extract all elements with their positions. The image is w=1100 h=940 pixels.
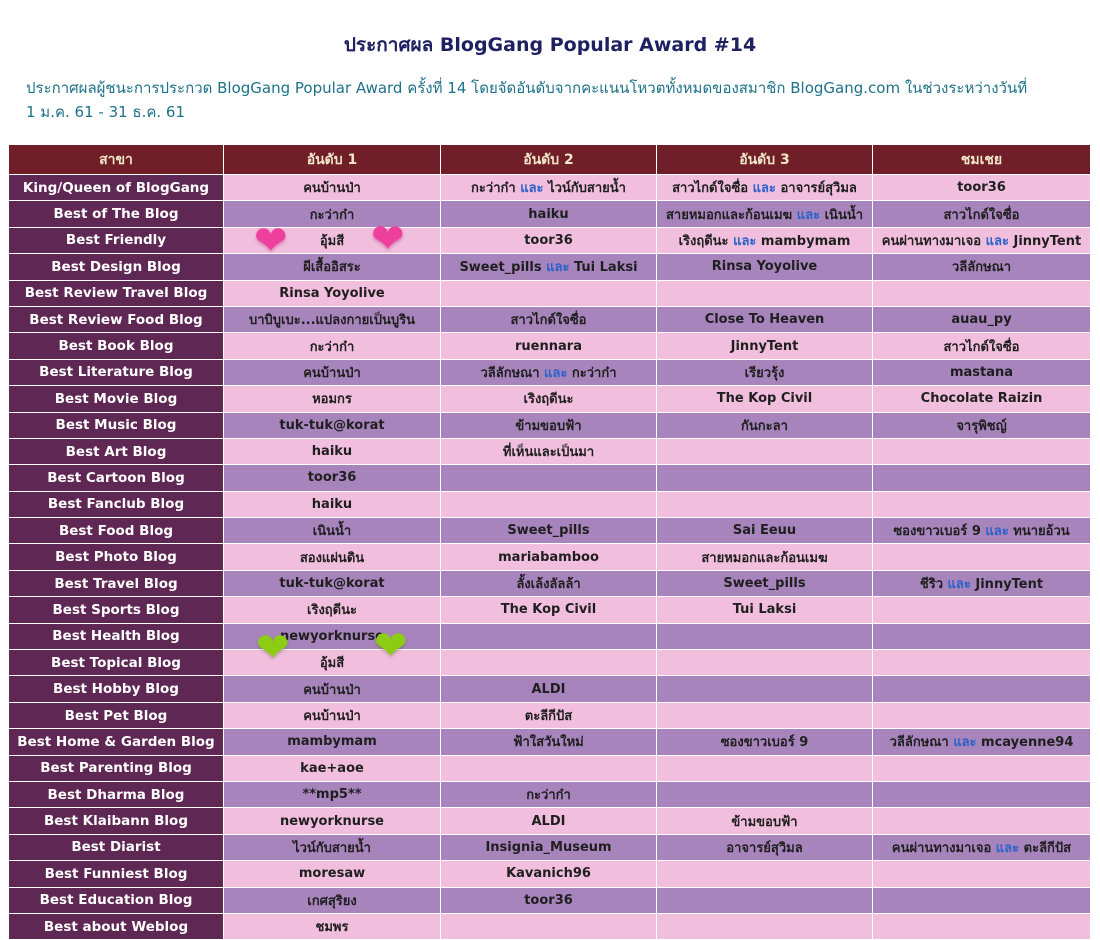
winner-name: haiku bbox=[311, 444, 353, 460]
rank-2-cell bbox=[441, 254, 657, 280]
category-cell: Best Fanclub Blog bbox=[9, 491, 224, 517]
and-connector: และ bbox=[947, 577, 971, 593]
winner-name: tuk-tuk@korat bbox=[279, 417, 385, 433]
honorable-mention-cell bbox=[873, 175, 1091, 201]
table-row bbox=[9, 623, 1091, 649]
winner-name: เนินน้ำ bbox=[312, 524, 352, 540]
winner-name: กันกะลา bbox=[741, 418, 788, 434]
rank-2-cell bbox=[441, 623, 657, 649]
honorable-mention-cell bbox=[873, 438, 1091, 464]
rank-1-cell bbox=[224, 781, 441, 807]
category-cell: Best Review Travel Blog bbox=[9, 280, 224, 306]
table-row bbox=[9, 544, 1091, 570]
winner-name: สายหมอกและก้อนเมฆ bbox=[701, 550, 828, 566]
winner-name: ไวน์กับสายน้ำ bbox=[548, 181, 626, 197]
and-connector: และ bbox=[985, 233, 1009, 249]
rank-1-cell bbox=[224, 676, 441, 702]
rank-2-cell bbox=[441, 386, 657, 412]
winner-name: Tui Laksi bbox=[573, 260, 638, 276]
category-cell: Best Funniest Blog bbox=[9, 861, 224, 887]
honorable-mention-cell bbox=[873, 518, 1091, 544]
winner-name: Sai Eeuu bbox=[732, 523, 797, 539]
honorable-mention-cell bbox=[873, 227, 1091, 253]
rank-3-cell bbox=[657, 650, 873, 676]
rank-3-cell bbox=[657, 465, 873, 491]
rank-1-cell bbox=[224, 887, 441, 913]
rank-2-cell bbox=[441, 491, 657, 517]
table-row bbox=[9, 333, 1091, 359]
table-row bbox=[9, 412, 1091, 438]
winner-name: ลั้งเล้งลัลล้า bbox=[516, 577, 581, 593]
winner-name: เกศสุริยง bbox=[307, 893, 357, 909]
and-connector: และ bbox=[985, 524, 1009, 540]
rank-3-cell bbox=[657, 755, 873, 781]
winner-name: กะว่าก๋า bbox=[309, 339, 355, 355]
rank-2-cell bbox=[441, 676, 657, 702]
winner-name: haiku bbox=[311, 496, 353, 512]
winner-name: เริงฤดีนะ bbox=[307, 603, 357, 619]
rank-1-cell bbox=[224, 491, 441, 517]
winner-name: หอมกร bbox=[312, 392, 352, 408]
table-row bbox=[9, 491, 1091, 517]
category-cell: Best Music Blog bbox=[9, 412, 224, 438]
honorable-mention-cell bbox=[873, 861, 1091, 887]
and-connector: และ bbox=[796, 207, 821, 223]
rank-2-cell bbox=[441, 306, 657, 332]
category-cell: Best Dharma Blog bbox=[9, 781, 224, 807]
table-row bbox=[9, 676, 1091, 702]
winner-name: คนบ้านป่า bbox=[303, 682, 361, 698]
rank-1-cell bbox=[224, 412, 441, 438]
winner-name: ข้ามขอบฟ้า bbox=[515, 418, 582, 434]
category-cell: Best Hobby Blog bbox=[9, 676, 224, 702]
winner-name: สายหมอกและก้อนเมฆ bbox=[665, 207, 793, 223]
table-row bbox=[9, 913, 1091, 939]
winner-name: คนผ่านทางมาเจอ bbox=[891, 840, 992, 856]
winner-name: ชีริว bbox=[919, 577, 943, 593]
winner-name: คนผ่านทางมาเจอ bbox=[881, 233, 982, 249]
winner-name: newyorknurse bbox=[279, 628, 385, 644]
category-cell: Best Parenting Blog bbox=[9, 755, 224, 781]
heart-icon: ❤ bbox=[371, 216, 405, 262]
rank-2-cell bbox=[441, 650, 657, 676]
header-rank-2: อันดับ 2 bbox=[441, 145, 657, 175]
rank-3-cell bbox=[657, 861, 873, 887]
winner-name: Rinsa Yoyolive bbox=[279, 285, 385, 301]
rank-3-cell bbox=[657, 518, 873, 544]
rank-2-cell bbox=[441, 438, 657, 464]
winner-name: วลีลักษณา bbox=[480, 365, 540, 381]
honorable-mention-cell bbox=[873, 702, 1091, 728]
winner-name: JinnyTent bbox=[730, 338, 799, 354]
and-connector: และ bbox=[733, 233, 757, 249]
winner-name: กะว่าก๋า bbox=[571, 365, 617, 381]
category-cell: Best Art Blog bbox=[9, 438, 224, 464]
winner-name: tuk-tuk@korat bbox=[279, 576, 385, 592]
winner-name: คนบ้านป่า bbox=[303, 365, 361, 381]
winner-name: อุ้มสี bbox=[319, 233, 345, 249]
table-row bbox=[9, 570, 1091, 596]
heart-icon: ❤ bbox=[256, 625, 290, 671]
rank-1-cell bbox=[224, 518, 441, 544]
winner-name: เริงฤดีนะ bbox=[523, 392, 574, 408]
table-row bbox=[9, 175, 1091, 201]
page-title: ประกาศผล BlogGang Popular Award #14 bbox=[343, 34, 757, 56]
honorable-mention-cell bbox=[873, 676, 1091, 702]
winner-name: สองแผ่นดิน bbox=[299, 550, 365, 566]
table-row bbox=[9, 729, 1091, 755]
and-connector: และ bbox=[544, 365, 568, 381]
category-cell: Best Topical Blog bbox=[9, 650, 224, 676]
rank-3-cell bbox=[657, 254, 873, 280]
winner-name: Tui Laksi bbox=[732, 602, 797, 618]
winner-name: Sweet_pills bbox=[723, 576, 806, 592]
winner-name: **mp5** bbox=[302, 787, 362, 803]
winner-name: moresaw bbox=[298, 866, 366, 882]
rank-2-cell bbox=[441, 544, 657, 570]
header-rank-1: อันดับ 1 bbox=[224, 145, 441, 175]
category-cell: Best Pet Blog bbox=[9, 702, 224, 728]
rank-2-cell bbox=[441, 201, 657, 227]
winner-name: คนบ้านป่า bbox=[303, 709, 361, 724]
winner-name: haiku bbox=[528, 206, 569, 222]
category-cell: Best Design Blog bbox=[9, 254, 224, 280]
winner-name: ชมพร bbox=[315, 920, 349, 936]
rank-3-cell bbox=[657, 623, 873, 649]
rank-2-cell bbox=[441, 781, 657, 807]
winner-name: ทนายอ้วน bbox=[1013, 524, 1070, 540]
rank-1-cell bbox=[224, 834, 441, 860]
table-row bbox=[9, 597, 1091, 623]
rank-3-cell bbox=[657, 438, 873, 464]
honorable-mention-cell bbox=[873, 412, 1091, 438]
and-connector: และ bbox=[520, 181, 544, 197]
category-cell: Best Diarist bbox=[9, 834, 224, 860]
winner-name: mambymam bbox=[760, 233, 851, 249]
rank-1-cell bbox=[224, 729, 441, 755]
winner-name: บาบิบูเบะ...แปลงกายเป็นบูริน bbox=[249, 313, 415, 329]
rank-3-cell bbox=[657, 887, 873, 913]
rank-3-cell bbox=[657, 306, 873, 332]
winner-name: คนบ้านป่า bbox=[303, 181, 361, 197]
and-connector: และ bbox=[995, 840, 1020, 856]
category-cell: Best Home & Garden Blog bbox=[9, 729, 224, 755]
rank-1-cell bbox=[224, 808, 441, 834]
category-cell: Best Education Blog bbox=[9, 887, 224, 913]
rank-3-cell bbox=[657, 359, 873, 385]
rank-1-cell bbox=[224, 755, 441, 781]
header-category: สาขา bbox=[9, 145, 224, 175]
category-cell: Best Cartoon Blog bbox=[9, 465, 224, 491]
rank-1-cell bbox=[224, 333, 441, 359]
rank-1-cell bbox=[224, 359, 441, 385]
honorable-mention-cell bbox=[873, 465, 1091, 491]
winner-name: กะว่าก๋า bbox=[309, 207, 355, 223]
rank-2-cell bbox=[441, 570, 657, 596]
honorable-mention-cell bbox=[873, 729, 1091, 755]
rank-3-cell bbox=[657, 570, 873, 596]
table-row bbox=[9, 887, 1091, 913]
category-cell: King/Queen of BlogGang bbox=[9, 175, 224, 201]
intro-text bbox=[26, 76, 1076, 124]
winner-name: ที่เห็นและเป็นมา bbox=[502, 445, 595, 461]
honorable-mention-cell bbox=[873, 306, 1091, 332]
table-body bbox=[9, 175, 1091, 940]
winner-name: mariabamboo bbox=[498, 549, 599, 565]
winner-name: เรียวรุ้ง bbox=[744, 365, 785, 381]
honorable-mention-cell bbox=[873, 359, 1091, 385]
table-row bbox=[9, 465, 1091, 491]
table-row bbox=[9, 781, 1091, 807]
winner-name: kae+aoe bbox=[300, 760, 364, 776]
winner-name: ซองขาวเบอร์ 9 bbox=[720, 735, 809, 751]
winner-name: สาวไกด์ใจซื่อ bbox=[672, 181, 749, 197]
winner-name: อาจารย์สุวิมล bbox=[726, 840, 803, 856]
heart-icon: ❤ bbox=[254, 218, 288, 264]
winner-name: อาจารย์สุวิมล bbox=[780, 181, 857, 197]
rank-2-cell bbox=[441, 175, 657, 201]
rank-1-cell bbox=[224, 465, 441, 491]
honorable-mention-cell bbox=[873, 201, 1091, 227]
honorable-mention-cell bbox=[873, 280, 1091, 306]
rank-3-cell bbox=[657, 913, 873, 939]
honorable-mention-cell bbox=[873, 333, 1091, 359]
rank-3-cell bbox=[657, 227, 873, 253]
rank-1-cell bbox=[224, 438, 441, 464]
rank-3-cell bbox=[657, 676, 873, 702]
table-row bbox=[9, 702, 1091, 728]
rank-2-cell bbox=[441, 729, 657, 755]
winner-name: toor36 bbox=[524, 232, 573, 248]
winner-name: Chocolate Raizin bbox=[920, 391, 1043, 407]
winner-name: ตะลีกีปัส bbox=[1023, 840, 1072, 856]
winner-name: mcayenne94 bbox=[981, 735, 1074, 751]
rank-2-cell bbox=[441, 755, 657, 781]
rank-1-cell bbox=[224, 175, 441, 201]
table-row bbox=[9, 306, 1091, 332]
winner-name: Sweet_pills bbox=[459, 260, 542, 276]
intro-line: ประกาศผลผู้ชนะการประกวด BlogGang Popular Award ครั้งที่ 14 โดยจัดอันดับจากคะแนนโหวตทั้งหมดของสมาชิก BlogGang.com ในช่วงระหว่างวันที่ bbox=[26, 79, 1028, 97]
header-honorable-mention: ชมเชย bbox=[873, 145, 1091, 175]
table-row bbox=[9, 359, 1091, 385]
winner-name: ไวน์กับสายน้ำ bbox=[293, 840, 371, 856]
winner-name: ซองขาวเบอร์ 9 bbox=[893, 524, 981, 540]
intro-line: 1 ม.ค. 61 - 31 ธ.ค. 61 bbox=[26, 103, 186, 121]
winner-name: กะว่าก๋า bbox=[526, 788, 571, 804]
rank-1-cell bbox=[224, 913, 441, 939]
category-cell: Best Movie Blog bbox=[9, 386, 224, 412]
rank-2-cell bbox=[441, 333, 657, 359]
winner-name: Close To Heaven bbox=[704, 312, 825, 328]
rank-3-cell bbox=[657, 702, 873, 728]
rank-3-cell bbox=[657, 808, 873, 834]
winner-name: ALDI bbox=[531, 813, 566, 829]
winner-name: ผีเสื้ออิสระ bbox=[303, 260, 361, 276]
category-cell: Best Book Blog bbox=[9, 333, 224, 359]
winner-name: วลีลักษณา bbox=[889, 735, 949, 751]
table-row bbox=[9, 227, 1091, 253]
winner-name: ตะลีกีปัส bbox=[524, 709, 573, 724]
honorable-mention-cell bbox=[873, 491, 1091, 517]
winner-name: เริงฤดีนะ bbox=[678, 233, 729, 249]
category-cell: Best Review Food Blog bbox=[9, 306, 224, 332]
winner-name: Sweet_pills bbox=[507, 523, 590, 539]
rank-2-cell bbox=[441, 359, 657, 385]
table-row bbox=[9, 755, 1091, 781]
winner-name: toor36 bbox=[524, 892, 573, 908]
winner-name: เนินน้ำ bbox=[824, 207, 864, 223]
rank-2-cell bbox=[441, 834, 657, 860]
rank-1-cell bbox=[224, 861, 441, 887]
winner-name: The Kop Civil bbox=[716, 391, 813, 407]
category-cell: Best Friendly bbox=[9, 227, 224, 253]
category-cell: Best Health Blog bbox=[9, 623, 224, 649]
category-cell: Best Photo Blog bbox=[9, 544, 224, 570]
honorable-mention-cell bbox=[873, 544, 1091, 570]
rank-2-cell bbox=[441, 280, 657, 306]
category-cell: Best Literature Blog bbox=[9, 359, 224, 385]
rank-2-cell bbox=[441, 808, 657, 834]
rank-3-cell bbox=[657, 175, 873, 201]
winner-name: auau_py bbox=[951, 312, 1012, 328]
awards-table bbox=[8, 144, 1091, 940]
table-row bbox=[9, 834, 1091, 860]
rank-1-cell bbox=[224, 570, 441, 596]
honorable-mention-cell bbox=[873, 570, 1091, 596]
winner-name: กะว่าก๋า bbox=[471, 181, 516, 197]
table-row bbox=[9, 438, 1091, 464]
rank-1-cell bbox=[224, 544, 441, 570]
rank-1-cell bbox=[224, 597, 441, 623]
honorable-mention-cell bbox=[873, 650, 1091, 676]
winner-name: วลีลักษณา bbox=[951, 260, 1012, 276]
rank-2-cell bbox=[441, 227, 657, 253]
rank-2-cell bbox=[441, 887, 657, 913]
rank-2-cell bbox=[441, 702, 657, 728]
header-rank-3: อันดับ 3 bbox=[657, 145, 873, 175]
honorable-mention-cell bbox=[873, 254, 1091, 280]
winner-name: ruennara bbox=[515, 338, 582, 354]
rank-3-cell bbox=[657, 781, 873, 807]
rank-3-cell bbox=[657, 280, 873, 306]
rank-2-cell bbox=[441, 465, 657, 491]
winner-name: The Kop Civil bbox=[500, 602, 597, 618]
honorable-mention-cell bbox=[873, 781, 1091, 807]
table-row bbox=[9, 254, 1091, 280]
table-header-row bbox=[9, 145, 1091, 175]
and-connector: และ bbox=[546, 260, 570, 276]
rank-2-cell bbox=[441, 518, 657, 544]
rank-3-cell bbox=[657, 201, 873, 227]
category-cell: Best Travel Blog bbox=[9, 570, 224, 596]
honorable-mention-cell bbox=[873, 597, 1091, 623]
honorable-mention-cell bbox=[873, 623, 1091, 649]
honorable-mention-cell bbox=[873, 386, 1091, 412]
honorable-mention-cell bbox=[873, 808, 1091, 834]
rank-1-cell bbox=[224, 280, 441, 306]
winner-name: Rinsa Yoyolive bbox=[711, 259, 818, 275]
honorable-mention-cell bbox=[873, 913, 1091, 939]
category-cell: Best Food Blog bbox=[9, 518, 224, 544]
rank-2-cell bbox=[441, 861, 657, 887]
rank-2-cell bbox=[441, 597, 657, 623]
category-cell: Best Sports Blog bbox=[9, 597, 224, 623]
category-cell: Best of The Blog bbox=[9, 201, 224, 227]
table-row bbox=[9, 280, 1091, 306]
table-row bbox=[9, 386, 1091, 412]
rank-3-cell bbox=[657, 412, 873, 438]
winner-name: toor36 bbox=[957, 180, 1006, 196]
table-row bbox=[9, 861, 1091, 887]
category-cell: Best about Weblog bbox=[9, 913, 224, 939]
winner-name: ข้ามขอบฟ้า bbox=[731, 814, 798, 830]
honorable-mention-cell bbox=[873, 755, 1091, 781]
rank-2-cell bbox=[441, 913, 657, 939]
winner-name: สาวไกด์ใจซื่อ bbox=[510, 313, 587, 329]
winner-name: mastana bbox=[949, 364, 1014, 380]
honorable-mention-cell bbox=[873, 887, 1091, 913]
rank-3-cell bbox=[657, 333, 873, 359]
rank-1-cell bbox=[224, 306, 441, 332]
rank-1-cell bbox=[224, 702, 441, 728]
category-cell: Best Klaibann Blog bbox=[9, 808, 224, 834]
and-connector: และ bbox=[752, 181, 776, 197]
rank-1-cell bbox=[224, 386, 441, 412]
table-row bbox=[9, 518, 1091, 544]
honorable-mention-cell bbox=[873, 834, 1091, 860]
rank-3-cell bbox=[657, 491, 873, 517]
winner-name: mambymam bbox=[287, 734, 377, 750]
winner-name: newyorknurse bbox=[279, 813, 385, 829]
heart-icon: ❤ bbox=[374, 623, 408, 669]
rank-2-cell bbox=[441, 412, 657, 438]
rank-3-cell bbox=[657, 597, 873, 623]
winner-name: toor36 bbox=[307, 470, 357, 486]
table-row bbox=[9, 650, 1091, 676]
table-row bbox=[9, 201, 1091, 227]
winner-name: ALDI bbox=[531, 681, 566, 697]
winner-name: สาวไกด์ใจซื่อ bbox=[943, 339, 1020, 355]
winner-name: Kavanich96 bbox=[506, 866, 591, 882]
winner-name: JinnyTent bbox=[975, 577, 1044, 593]
table-row bbox=[9, 808, 1091, 834]
winner-name: อุ้มสี bbox=[319, 656, 345, 672]
winner-name: ฟ้าใสวันใหม่ bbox=[513, 735, 584, 751]
rank-3-cell bbox=[657, 834, 873, 860]
winner-name: JinnyTent bbox=[1013, 233, 1082, 249]
and-connector: และ bbox=[953, 735, 977, 751]
rank-3-cell bbox=[657, 386, 873, 412]
rank-3-cell bbox=[657, 544, 873, 570]
winner-name: จารุพิชญ์ bbox=[956, 418, 1007, 434]
winner-name: Insignia_Museum bbox=[485, 839, 612, 855]
winner-name: สาวไกด์ใจซื่อ bbox=[943, 207, 1020, 223]
rank-3-cell bbox=[657, 729, 873, 755]
